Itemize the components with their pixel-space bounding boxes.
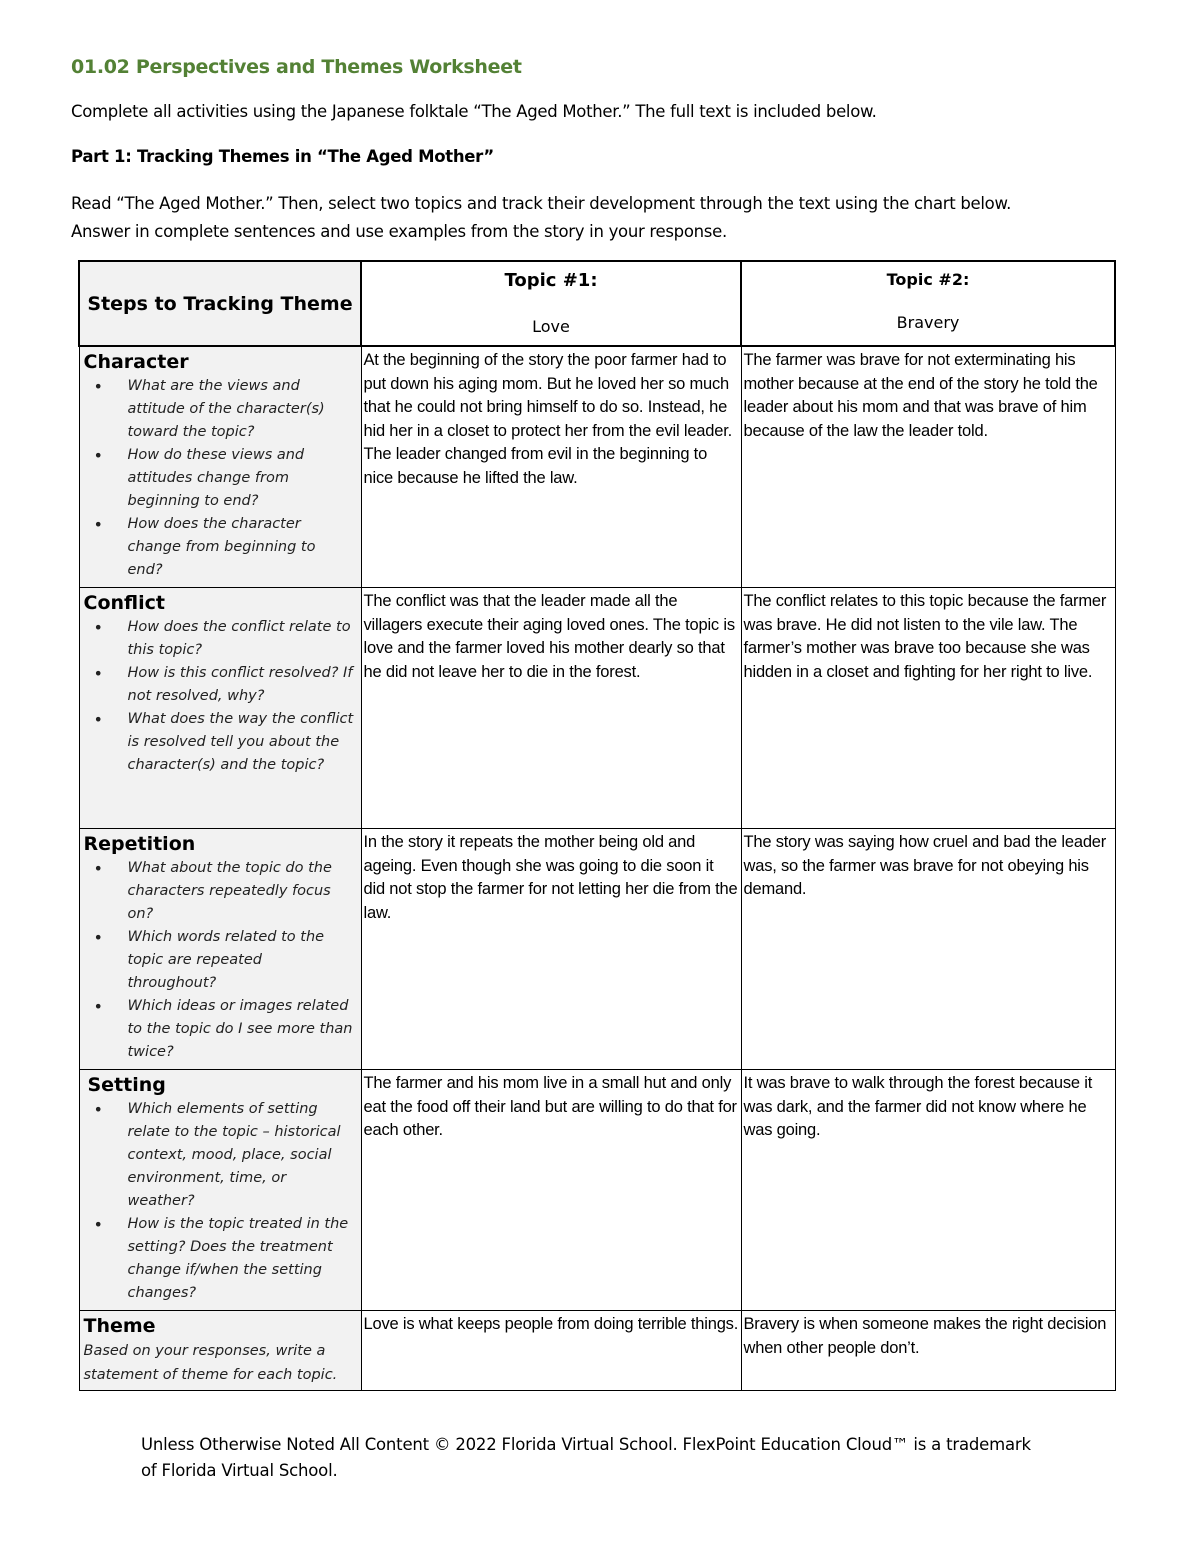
topic1-name[interactable]: Love [532,317,570,336]
page-title: 01.02 Perspectives and Themes Worksheet [71,56,522,78]
response-conflict-topic1[interactable]: The conflict was that the leader made all the villagers execute their aging loved ones. The topic is love and the farmer loved his mother dearly so that he did not leave her to die in the forest. [361,588,741,829]
step-question: • What about the topic do the characters repeatedly focus on? [128,857,359,926]
steps-header [79,261,361,346]
table-row-conflict [79,588,1115,829]
topic1-label: Topic #1: [504,270,598,291]
step-title: Repetition [83,833,196,855]
step-question: • How is the topic treated in the setting? Does the treatment change if/when the setting changes? [128,1213,359,1305]
topic2-header [741,261,1115,346]
step-question: • Which elements of setting relate to the topic – historical context, mood, place, social environment, time, or weather? [128,1098,359,1213]
step-questions [84,375,359,582]
topic2-label: Topic #2: [886,270,970,289]
response-character-topic1[interactable]: At the beginning of the story the poor farmer had to put down his aging mom. But he loved her so much that he could not bring himself to do so. Instead, he hid her in a closet to protect her from the evil leader. The leader changed from evil in the beginning to nice because he lifted the law. [361,346,741,588]
table-header-row [79,261,1115,346]
table-row-character [79,346,1115,588]
step-title: Setting [87,1074,166,1096]
response-repetition-topic1[interactable]: In the story it repeats the mother being old and ageing. Even though she was going to die soon it did not stop the farmer for not letting her die from the law. [361,829,741,1070]
step-title: Conflict [83,592,165,614]
step-title: Character [83,351,189,373]
response-setting-topic1[interactable]: The farmer and his mom live in a small hut and only eat the food off their land but are willing to do that for each other. [361,1070,741,1311]
step-conflict [79,588,361,829]
step-question: • How does the conflict relate to this topic? [128,616,359,662]
step-repetition [79,829,361,1070]
step-question: • How do these views and attitudes change from beginning to end? [128,444,359,513]
response-repetition-topic2[interactable]: The story was saying how cruel and bad the leader was, so the farmer was brave for not obeying his demand. [741,829,1115,1070]
response-setting-topic2[interactable]: It was brave to walk through the forest because it was dark, and the farmer did not know where he was going. [741,1070,1115,1311]
step-question: • How does the character change from beginning to end? [128,513,359,582]
step-question: • What does the way the conflict is resolved tell you about the character(s) and the topic? [128,708,359,777]
table-row-repetition [79,829,1115,1070]
step-question: • Which ideas or images related to the topic do I see more than twice? [128,995,359,1064]
step-character [79,346,361,588]
response-conflict-topic2[interactable]: The conflict relates to this topic because the farmer was brave. He did not listen to the vile law. The farmer’s mother was brave too because she was hidden in a closet and fighting for her right to live. [741,588,1115,829]
response-theme-topic2[interactable]: Bravery is when someone makes the right decision when other people don’t. [741,1311,1115,1391]
step-questions [84,857,359,1064]
topic1-header [361,261,741,346]
table-row-theme [79,1311,1115,1391]
instructions-text: Read “The Aged Mother.” Then, select two topics and track their development through the text using the chart below. Answer in complete sentences and use examples from the story in your response. [71,194,1012,241]
step-setting [79,1070,361,1311]
topic2-name[interactable]: Bravery [896,313,960,332]
response-character-topic2[interactable]: The farmer was brave for not exterminating his mother because at the end of the story he told the leader about his mom and that was brave of him because of the law the leader told. [741,346,1115,588]
step-questions [84,1098,359,1305]
step-description: Based on your responses, write a statement of theme for each topic. [83,1343,338,1383]
response-theme-topic1[interactable]: Love is what keeps people from doing terrible things. [361,1311,741,1391]
copyright-footer: Unless Otherwise Noted All Content © 2022 Florida Virtual School. FlexPoint Education Cloud™ is a trademark of Florida Virtual School. [141,1435,1031,1480]
step-theme [79,1311,361,1391]
step-question: • How is this conflict resolved? If not resolved, why? [128,662,359,708]
part-heading: Part 1: Tracking Themes in “The Aged Mother” [71,147,494,166]
theme-tracking-table [78,260,1116,1391]
step-title: Theme [83,1315,156,1337]
steps-header-label: Steps to Tracking Theme [87,292,353,315]
table-row-setting [79,1070,1115,1311]
step-question: • What are the views and attitude of the character(s) toward the topic? [128,375,359,444]
step-question: • Which words related to the topic are repeated throughout? [128,926,359,995]
intro-text: Complete all activities using the Japanese folktale “The Aged Mother.” The full text is included below. [71,102,877,121]
step-questions [84,616,359,777]
